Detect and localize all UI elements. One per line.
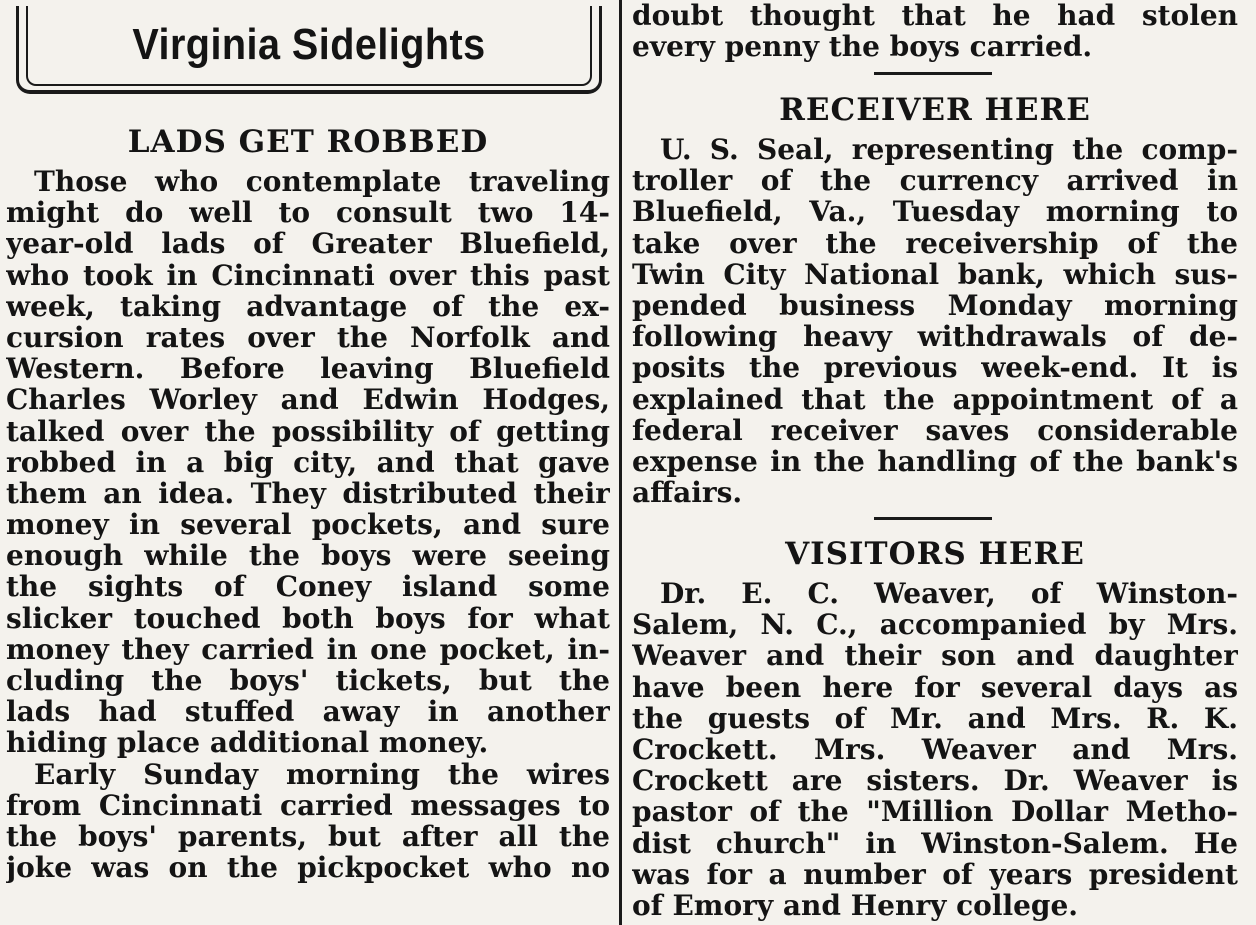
- section-banner: [16, 6, 602, 94]
- text-line: week, taking advantage of the ex-: [6, 290, 610, 322]
- text-line: slicker touched both boys for what: [6, 602, 610, 634]
- article-lads-headline: LADS GET ROBBED: [127, 124, 489, 160]
- text-line: the boys' parents, but after all the: [6, 820, 610, 853]
- article-lads-body: [6, 166, 610, 883]
- left-column: [6, 0, 610, 925]
- text-line: lads had stuffed away in another: [6, 696, 610, 728]
- text-line: talked over the possibility of getting: [6, 415, 610, 447]
- text-line: Weaver and their son and daughter: [632, 640, 1238, 672]
- text-line: Salem, N. C., accompanied by Mrs.: [632, 609, 1238, 641]
- article-lads-headline-wrap: [6, 126, 610, 158]
- text-line: following heavy withdrawals of de-: [632, 321, 1238, 353]
- text-line: was for a number of years president: [632, 858, 1238, 890]
- text-line: who took in Cincinnati over this past: [6, 259, 610, 291]
- article-separator-rule: [874, 72, 992, 75]
- text-line: cursion rates over the Norfolk and: [6, 321, 610, 354]
- banner-title: Virginia Sidelights: [132, 20, 486, 69]
- text-line: year-old lads of Greater Bluefield,: [6, 228, 610, 260]
- text-line: U. S. Seal, representing the comp-: [660, 134, 1238, 166]
- text-line: Bluefield, Va., Tuesday morning to: [632, 196, 1238, 228]
- text-line: them an idea. They distributed their: [6, 477, 610, 510]
- text-line: posits the previous week-end. It is: [632, 352, 1238, 384]
- text-line: money they carried in one pocket, in-: [6, 633, 610, 665]
- text-line: take over the receivership of the: [632, 227, 1238, 259]
- article-visitors-headline-wrap: [632, 538, 1238, 570]
- text-line: federal receiver saves considerable: [632, 414, 1238, 446]
- text-line: doubt thought that he had stolen: [632, 0, 1238, 32]
- text-line: dist church" in Winston-Salem. He: [632, 827, 1238, 859]
- text-line: Crockett are sisters. Dr. Weaver is: [632, 765, 1238, 797]
- text-line: affairs.: [632, 477, 743, 509]
- text-line: enough while the boys were seeing: [6, 540, 610, 572]
- text-line: expense in the handling of the bank's: [632, 445, 1238, 478]
- text-line: pastor of the "Million Dollar Metho-: [632, 796, 1238, 828]
- text-line: Twin City National bank, which sus-: [632, 258, 1238, 290]
- text-line: joke was on the pickpocket who no: [6, 852, 610, 884]
- text-line: explained that the appointment of a: [632, 383, 1238, 415]
- article-lads-continuation: [632, 0, 1238, 62]
- article-receiver-body: [632, 134, 1238, 508]
- text-line: the sights of Coney island some: [6, 571, 610, 603]
- text-line: robbed in a big city, and that gave: [6, 446, 610, 478]
- article-receiver-headline-wrap: [632, 94, 1238, 126]
- text-line: troller of the currency arrived in: [632, 165, 1238, 197]
- text-line: every penny the boys carried.: [632, 31, 1093, 63]
- text-line: Charles Worley and Edwin Hodges,: [6, 384, 610, 416]
- text-line: Crockett. Mrs. Weaver and Mrs.: [632, 733, 1238, 766]
- text-line: Those who contemplate traveling: [34, 166, 610, 198]
- text-line: from Cincinnati carried messages to: [6, 789, 610, 821]
- column-divider: [619, 0, 622, 925]
- article-receiver-headline: RECEIVER HERE: [779, 92, 1091, 128]
- text-line: of Emory and Henry college.: [632, 889, 1079, 922]
- text-line: money in several pockets, and sure: [6, 509, 610, 541]
- text-line: have been here for several days as: [632, 671, 1238, 703]
- text-line: might do well to consult two 14-: [6, 197, 610, 229]
- text-line: Western. Before leaving Bluefield: [6, 353, 610, 385]
- text-line: Early Sunday morning the wires: [34, 758, 610, 790]
- text-line: cluding the boys' tickets, but the: [6, 665, 610, 697]
- article-visitors-headline: VISITORS HERE: [785, 536, 1085, 572]
- text-line: pended business Monday morning: [632, 289, 1238, 322]
- text-line: Dr. E. C. Weaver, of Winston-: [660, 578, 1238, 610]
- right-column: [632, 0, 1238, 925]
- article-visitors-body: [632, 578, 1238, 921]
- article-separator-rule: [874, 517, 992, 520]
- text-line: hiding place additional money.: [6, 727, 489, 759]
- text-line: the guests of Mr. and Mrs. R. K.: [632, 702, 1238, 734]
